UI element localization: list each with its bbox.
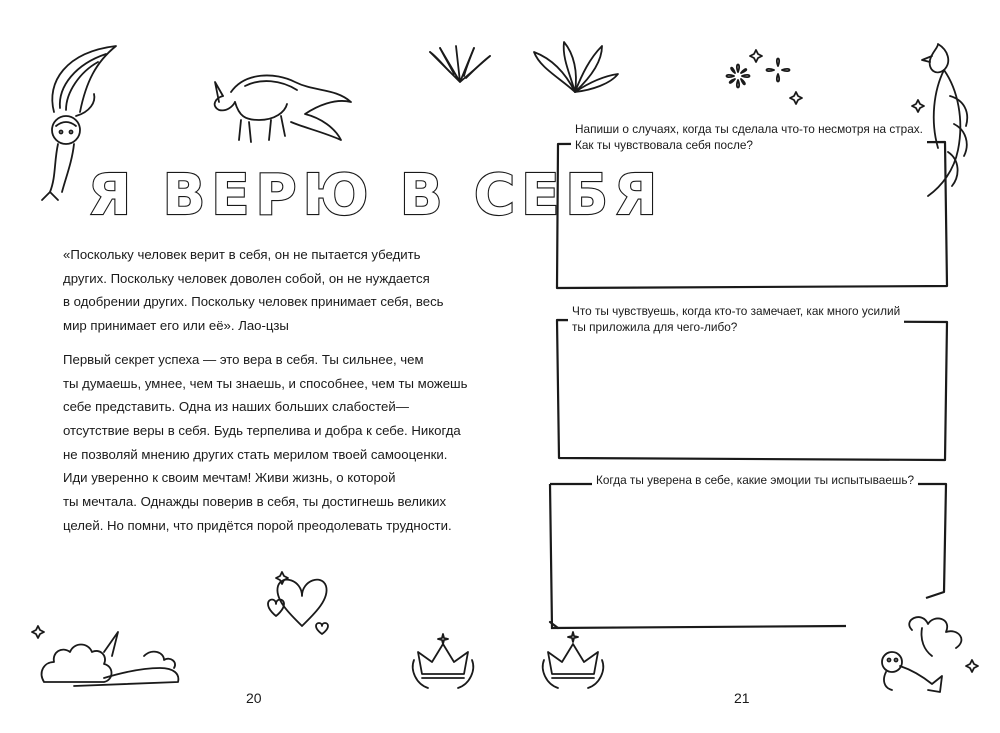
svg-text:Я ВЕРЮ В СЕБЯ: Я ВЕРЮ В СЕБЯ: [88, 163, 664, 228]
quote-line: «Поскольку человек верит в себя, он не пытается убедить: [63, 247, 421, 262]
heart-icon: [262, 560, 342, 640]
quote-line: других. Поскольку человек доволен собой, он не нуждается: [63, 270, 430, 286]
quote-paragraph: [63, 243, 443, 338]
answer-box-3[interactable]: [546, 482, 950, 630]
flower-icon: [708, 46, 808, 106]
prompt-2-line-1: Что ты чувствуешь, когда кто-то замечает, как много усилий: [572, 304, 901, 318]
crown-icon: [408, 630, 478, 692]
page-number: 20: [246, 690, 262, 706]
page-title: [88, 162, 664, 228]
prompt-3: [592, 472, 918, 488]
prompt-2: [568, 303, 904, 335]
prompt-3-line-1: Когда ты уверена в себе, какие эмоции ты испытываешь?: [596, 473, 915, 487]
box-frame: [555, 318, 950, 463]
prompt-1: [571, 121, 927, 153]
body-paragraph: [63, 348, 468, 538]
body-line: Иди уверенно к своим мечтам! Живи жизнь, о которой: [63, 470, 396, 486]
prompt-2-line-2: ты приложила для чего-либо?: [572, 320, 738, 334]
fish-mermaid-icon: [872, 610, 982, 700]
body-line: ты думаешь, умнее, чем ты знаешь, и способнее, чем ты можешь: [63, 375, 468, 391]
quote-line: мир принимает его или её». Лао-цзы: [63, 318, 289, 334]
body-line: себе представить. Одна из наших больших слабостей—: [63, 399, 409, 415]
answer-box-1[interactable]: [555, 140, 950, 290]
leaf-branch-icon: [420, 42, 500, 92]
sleeping-unicorn-icon: [34, 612, 184, 697]
box-frame: [546, 482, 950, 630]
answer-box-2[interactable]: [555, 318, 950, 463]
right-page: [500, 0, 1000, 733]
page-number: 21: [734, 690, 750, 706]
unicorn-icon: [205, 62, 355, 152]
body-line: отсутствие веры в себя. Будь терпелива и добра к себе. Никогда: [63, 423, 461, 439]
prompt-1-line-2: Как ты чувствовала себя после?: [575, 138, 753, 152]
quote-line: в одобрении других. Поскольку человек принимает себя, весь: [63, 294, 444, 310]
crown-icon: [538, 630, 608, 692]
body-line: ты мечтала. Однажды поверив в себя, ты достигнешь великих: [63, 494, 447, 510]
body-line: не позволяй мнению других стать мерилом твоей самооценки.: [63, 446, 448, 462]
leaf-branch-icon: [530, 38, 620, 98]
prompt-1-line-1: Напиши о случаях, когда ты сделала что-то несмотря на страх.: [575, 122, 923, 136]
box-frame: [555, 140, 950, 290]
body-line: целей. Но помни, что придётся порой преодолевать трудности.: [63, 517, 452, 533]
body-line: Первый секрет успеха — это вера в себя. Ты сильнее, чем: [63, 352, 424, 367]
